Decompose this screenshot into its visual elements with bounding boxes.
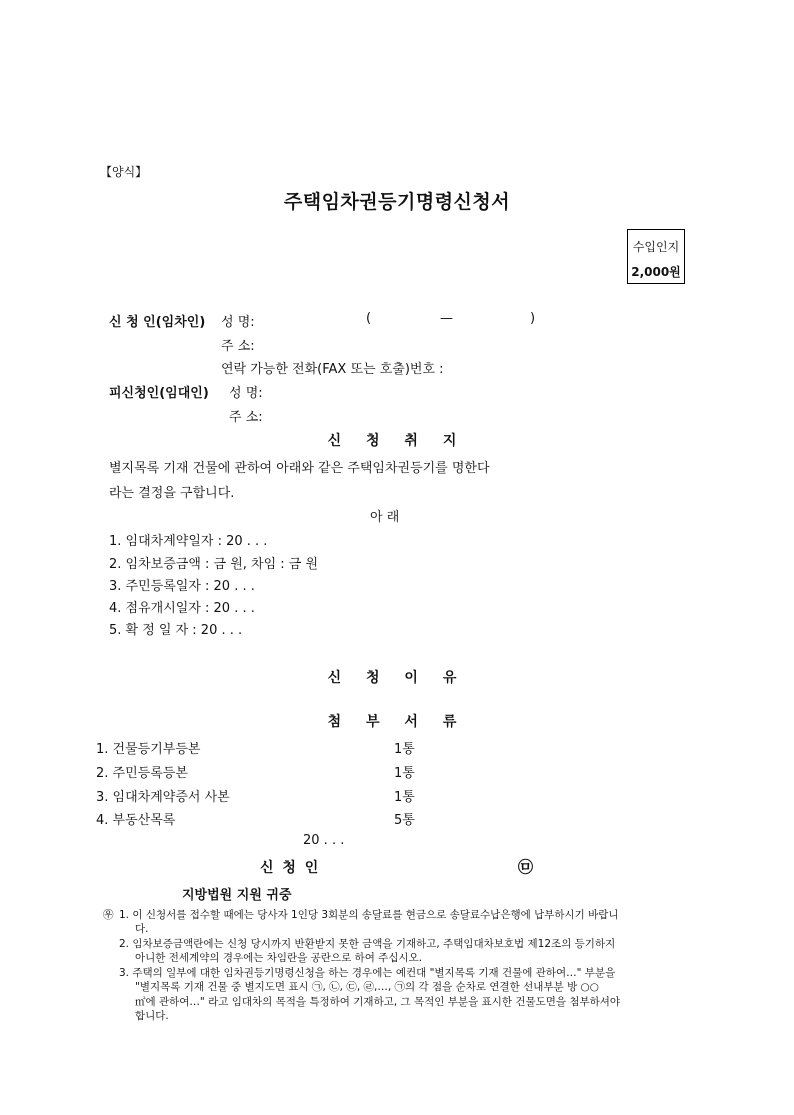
note-2-cont: 아니한 전세계약의 경우에는 차임란을 공란으로 하여 주십시오. <box>135 952 423 964</box>
attachment-qty: 1통 <box>394 766 415 781</box>
attachment-qty: 5통 <box>394 813 415 828</box>
note-3: 3. 주택의 일부에 대한 임차권등기명령신청을 하는 경우에는 예컨대 "별지목록 기재 건물에 관하여…" 부분을 <box>119 967 616 979</box>
applicant-id-dash: — <box>440 311 453 326</box>
applicant-id-open: ( <box>366 311 372 326</box>
item-resident-registration-date: 3. 주민등록일자 : 20 . . . <box>109 579 255 594</box>
purpose-heading: 신 청 취 지 <box>327 433 467 449</box>
item-fixed-date: 5. 확 정 일 자 : 20 . . . <box>109 623 243 638</box>
applicant-name-label: 성 명: <box>221 315 255 330</box>
note-2: 2. 임차보증금액란에는 신청 당시까지 반환받지 못한 금액을 기재하고, 주택임대차보호법 제12조의 등기하지 <box>119 938 616 950</box>
item-possession-start-date: 4. 점유개시일자 : 20 . . . <box>109 601 255 616</box>
respondent-address-label: 주 소: <box>229 410 263 425</box>
stamp-label: 수입인지 <box>632 240 680 254</box>
stamp-amount: 2,000원 <box>631 265 681 279</box>
note-3-cont-2: ㎡에 관하여…" 라고 임대차의 목적을 특정하여 기재하고, 그 목적인 부분을 표시한 건물도면을 첨부하셔야 <box>135 996 621 1008</box>
revenue-stamp-box <box>627 229 685 284</box>
note-3-cont-3: 합니다. <box>135 1010 169 1022</box>
applicant-address-label: 주 소: <box>221 339 255 354</box>
respondent-role: 피신청인(임대인) <box>109 386 209 401</box>
applicant-role: 신 청 인(임차인) <box>109 315 206 330</box>
form-label: 【양식】 <box>100 165 148 179</box>
signature-label: 신 청 인 <box>260 860 321 876</box>
attachment-name: 4. 부동산목록 <box>96 813 176 828</box>
respondent-name-label: 성 명: <box>229 386 263 401</box>
attachments-heading: 첨 부 서 류 <box>327 714 467 730</box>
attachment-name: 1. 건물등기부등본 <box>96 742 201 757</box>
purpose-line-2: 라는 결정을 구합니다. <box>109 486 235 501</box>
purpose-line-1: 별지목록 기재 건물에 관하여 아래와 같은 주택임차권등기를 명한다 <box>109 461 490 476</box>
applicant-id-close: ) <box>530 311 536 326</box>
seal-mark: ㉤ <box>518 858 534 876</box>
note-marker: ㉾ <box>103 909 114 921</box>
note-1-cont: 다. <box>135 923 149 935</box>
below-heading: 아 래 <box>370 510 400 525</box>
reason-heading: 신 청 이 유 <box>327 670 467 686</box>
document-title: 주택임차권등기명령신청서 <box>283 191 511 213</box>
attachment-qty: 1통 <box>394 742 415 757</box>
attachment-name: 2. 주민등록등본 <box>96 766 188 781</box>
attachment-qty: 1통 <box>394 790 415 805</box>
item-contract-date: 1. 임대차계약일자 : 20 . . . <box>109 534 268 549</box>
note-1: 1. 이 신청서를 접수할 때에는 당사자 1인당 3회분의 송달료를 현금으로 송달료수납은행에 납부하시기 바랍니 <box>119 909 619 921</box>
applicant-phone-label: 연락 가능한 전화(FAX 또는 호출)번호 : <box>221 362 444 377</box>
court-line: 지방법원 지원 귀중 <box>182 888 292 903</box>
note-3-cont-1: "별지목록 기재 건물 중 별지도면 표시 ㉠, ㉡, ㉢, ㉣,…, ㉠의 각 점을 순차로 연결한 선내부분 방 ○○ <box>135 981 599 993</box>
item-deposit-amount: 2. 임차보증금액 : 금 원, 차임 : 금 원 <box>109 557 319 572</box>
attachment-name: 3. 임대차계약증서 사본 <box>96 790 230 805</box>
date-line: 20 . . . <box>303 833 345 848</box>
